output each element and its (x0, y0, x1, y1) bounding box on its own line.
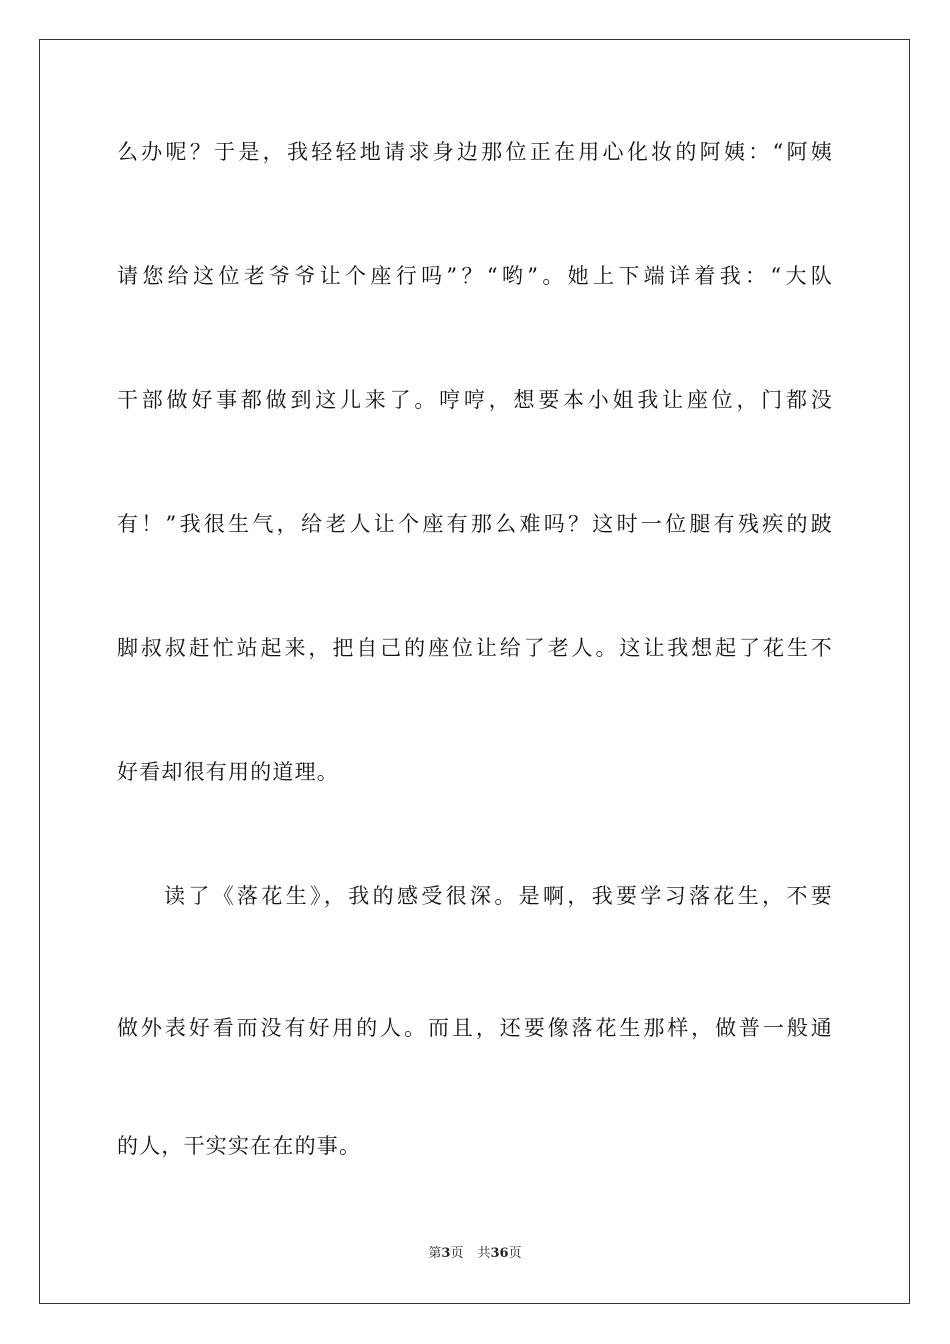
text-line-5: 脚叔叔赶忙站起来，把自己的座位让给了老人。这让我想起了花生不 (117, 636, 833, 660)
text-line-1: 么办呢？于是，我轻轻地请求身边那位正在用心化妆的阿姨：“阿姨 (117, 140, 833, 164)
total-prefix: 共 (477, 1246, 491, 1261)
page-footer (0, 1245, 950, 1263)
text-line-8: 做外表好看而没有好用的人。而且，还要像落花生那样，做普一般通 (117, 1016, 833, 1040)
page-number: 3 (441, 1246, 451, 1261)
text-line-7: 读了《落花生》，我的感受很深。是啊，我要学习落花生，不要 (164, 884, 833, 908)
text-line-6: 好看却很有用的道理。 (117, 760, 339, 784)
text-line-2: 请您给这位老爷爷让个座行吗”？“哟”。她上下端详着我：“大队 (117, 264, 833, 288)
page-border (39, 39, 910, 1304)
page-prefix: 第 (428, 1246, 442, 1261)
total-pages: 36 (490, 1246, 509, 1261)
text-line-3: 干部做好事都做到这儿来了。哼哼，想要本小姐我让座位，门都没 (117, 388, 833, 412)
text-line-9: 的人，干实实在在的事。 (117, 1134, 362, 1158)
page-suffix: 页 (450, 1246, 464, 1261)
text-line-4: 有！”我很生气，给老人让个座有那么难吗？这时一位腿有残疾的跛 (117, 512, 833, 536)
total-suffix: 页 (508, 1246, 522, 1261)
